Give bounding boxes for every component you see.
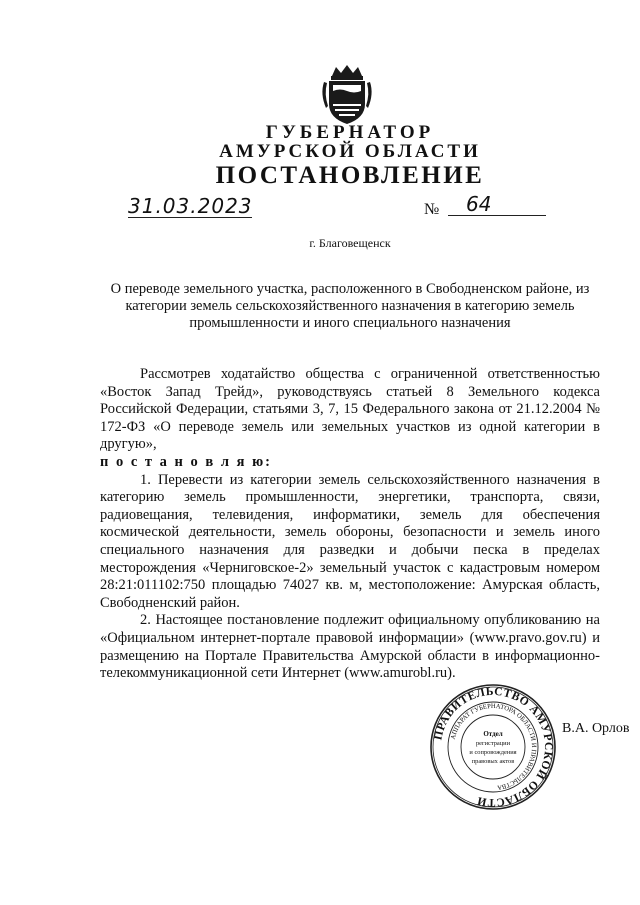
intro-paragraph: Рассмотрев ходатайство общества с ограниченной ответственностью «Восток Запад Трейд», руководствуясь статьей 8 Земельного кодекса Российской Федерации, статьями 3, 7, 15 Федерального закона от 21.12.2004 № 172-ФЗ «О переводе земель или земельных участков из одной категории в другую», — [100, 366, 600, 453]
document-title: О переводе земельного участка, расположенного в Свободненском районе, из категории земель сельскохозяйственного назначения в категорию земель промышленности и иного специального назначения — [110, 281, 590, 331]
stamp-center-line-2: регистрации — [475, 740, 511, 747]
item-1-paragraph: 1. Перевести из категории земель сельскохозяйственного назначения в категорию земель промышленности, энергетики, транспорта, связи, радиовещания, телевидения, информатики, земель для обеспечения космической деятельности, земель обороны, безопасности и земель иного специального назначения для разведки и добычи песка в пределах месторождения «Черниговское-2» земельный участок с кадастровым номером 28:21:011102:750 площадью 74027 кв. м, местоположение: Амурская область, Свободненский район. — [100, 471, 600, 611]
resolve-word: п о с т а н о в л я ю: — [100, 453, 272, 470]
stamp-center-line-1: Отдел — [483, 730, 503, 738]
header-doc-type: ПОСТАНОВЛЕНИЕ — [215, 162, 485, 189]
stamp-outer-text: ПРАВИТЕЛЬСТВО АМУРСКОЙ ОБЛАСТИ — [432, 685, 555, 809]
city-name: г. Благовещенск — [309, 236, 391, 250]
document-body — [100, 366, 600, 683]
stamp-center-line-4: правовых актов — [471, 758, 515, 765]
stamp-inner-text: АППАРАТ ГУБЕРНАТОРА ОБЛАСТИ И ПРАВИТЕЛЬСТВА — [449, 702, 538, 791]
signatory-name: В.А. Орлов — [562, 721, 630, 736]
item-2-paragraph: 2. Настоящее постановление подлежит официальному опубликованию на «Официальном интернет-портале правовой информации» (www.pravo.gov.ru) и размещению на Портале Правительства Амурской области в информационно-телекоммуникационной сети Интернет (www.amurobl.ru). — [100, 612, 600, 682]
header-region: АМУРСКОЙ ОБЛАСТИ — [219, 141, 481, 162]
header-governor: ГУБЕРНАТОР — [265, 122, 435, 143]
document-date: 31.03.2023 — [128, 194, 253, 218]
official-stamp — [429, 683, 557, 811]
coat-of-arms-icon — [318, 64, 376, 126]
document-number: 64 — [448, 193, 546, 216]
number-label: № — [424, 201, 440, 218]
stamp-center-line-3: и сопровождения — [469, 749, 517, 756]
